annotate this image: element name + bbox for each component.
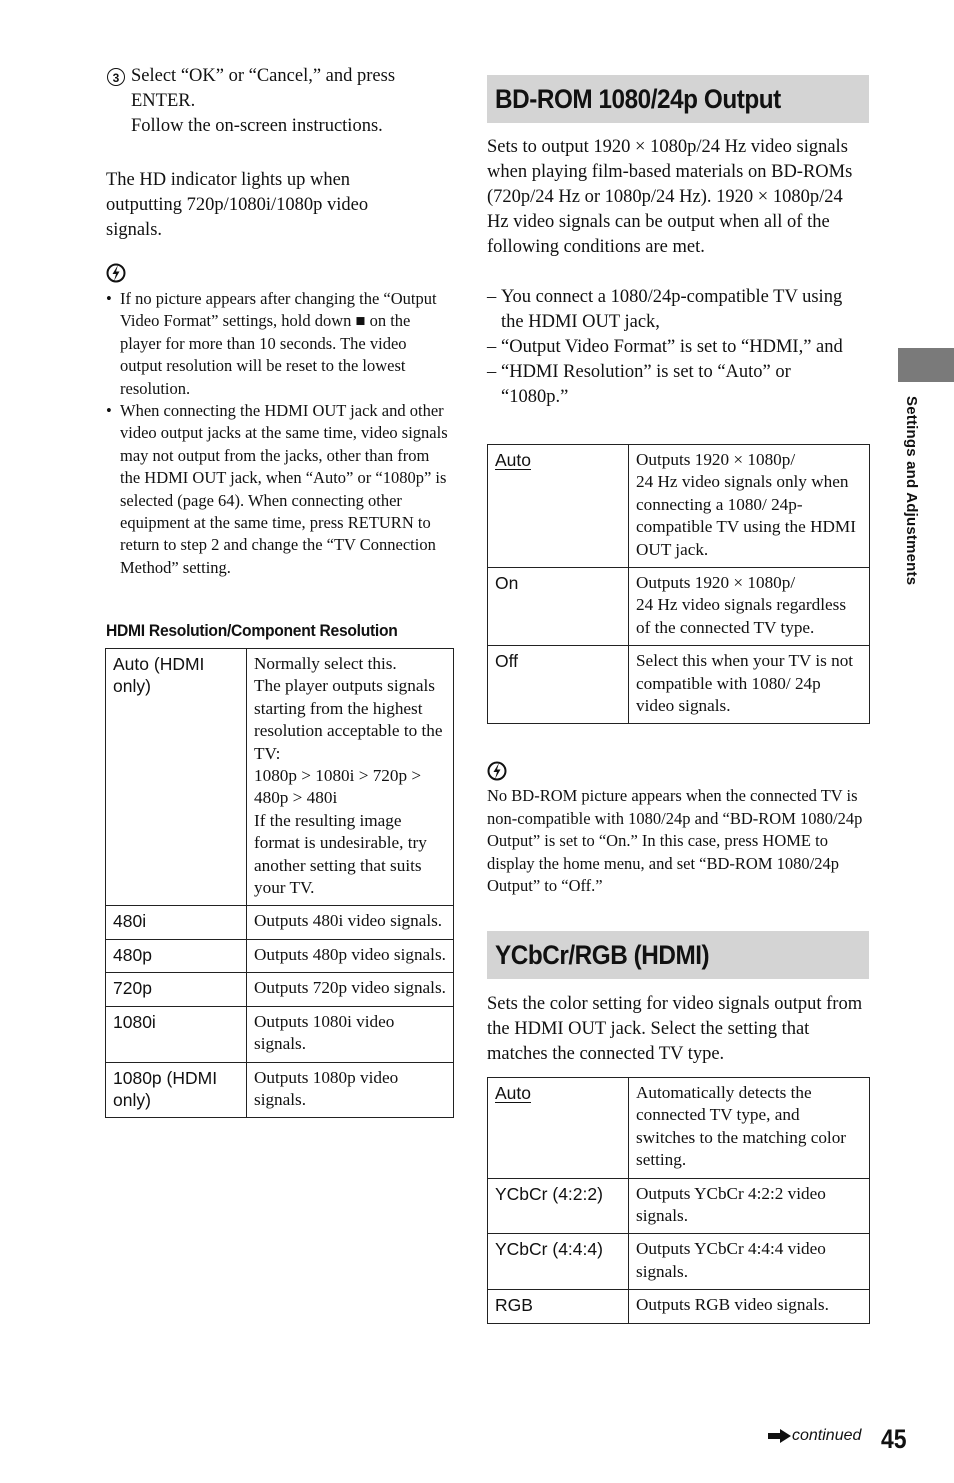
condition-item: – “HDMI Resolution” is set to “Auto” or “1080p.” [487,360,859,410]
step-number: 3 [107,68,125,86]
section-banner-ycbcr [487,931,869,979]
option-name: Auto [488,445,629,568]
bdrom-options-table [487,444,870,724]
table-title: HDMI Resolution/Component Resolution [106,621,398,640]
table-row [106,649,454,906]
ycbcr-intro: Sets the color setting for video signals output from the HDMI OUT jack. Select the setting that matches the connected TV type. [487,994,863,1064]
table-row [106,1062,454,1118]
table-row [488,1178,870,1234]
option-name: 1080i [106,1006,247,1062]
option-description: Outputs 720p video signals. [247,973,454,1006]
bdrom-intro: Sets to output 1920 × 1080p/24 Hz video signals when playing film-based materials on BD-ROMs (720p/24 Hz or 1080p/24 Hz). 1920 × 1080p/24 Hz video signals can be output when all of the following conditions are met. [487,137,853,257]
option-name: Auto (HDMI only) [106,649,247,906]
option-name: 720p [106,973,247,1006]
option-description: Outputs YCbCr 4:2:2 video signals. [629,1178,870,1234]
step-instruction: Select “OK” or “Cancel,” and press ENTER. [131,66,396,111]
option-name: YCbCr (4:2:2) [488,1178,629,1234]
option-description: Outputs 1080i video signals. [247,1006,454,1062]
option-name: RGB [488,1290,629,1323]
option-description: Select this when your TV is not compatible with 1080/ 24p video signals. [629,646,870,724]
notes-list [106,288,450,579]
table-row [488,646,870,724]
option-description: Outputs 480p video signals. [247,939,454,972]
option-description: Outputs 480i video signals. [247,906,454,939]
table-row [488,445,870,568]
hdmi-resolution-table [105,648,454,1118]
option-description: Outputs 1080p video signals. [247,1062,454,1118]
option-name: Off [488,646,629,724]
continued-indicator [768,1427,861,1445]
step-followup: Follow the on-screen instructions. [131,116,383,136]
table-row [106,1006,454,1062]
option-name: 480i [106,906,247,939]
option-description: Outputs RGB video signals. [629,1290,870,1323]
option-description: Outputs 1920 × 1080p/ 24 Hz video signals regardless of the connected TV type. [629,568,870,646]
hint-icon [106,262,126,284]
hint-icon [487,760,507,782]
table-row [106,939,454,972]
option-description: Outputs YCbCr 4:4:4 video signals. [629,1234,870,1290]
section-banner-bdrom [487,75,869,123]
option-name: 1080p (HDMI only) [106,1062,247,1118]
side-section-label: Settings and Adjustments [903,396,920,586]
option-name: Auto [488,1078,629,1179]
note-item: • When connecting the HDMI OUT jack and other video output jacks at the same time, video signals may not output from the jacks, other than from the HDMI OUT jack, when “Auto” or “1080p” is selected (page 64). When connecting other equipment at the same time, press RETURN to return to step 2 and change the “TV Connection Method” setting. [106,400,450,579]
ycbcr-options-table [487,1077,870,1324]
table-row [106,906,454,939]
option-description: Normally select this. The player outputs signals starting from the highest resolution acceptable to the TV: 1080p > 1080i > 720p > 480p > 480i If the resulting image format is undesirable, try another setting that suits your TV. [247,649,454,906]
option-description: Outputs 1920 × 1080p/ 24 Hz video signals only when connecting a 1080/ 24p-compatible TV using the HDMI OUT jack. [629,445,870,568]
condition-item: – “Output Video Format” is set to “HDMI,” and [487,335,859,360]
option-name: On [488,568,629,646]
conditions-list [487,285,859,410]
option-name: YCbCr (4:4:4) [488,1234,629,1290]
continued-label: continued [792,1427,862,1444]
table-row [488,1234,870,1290]
condition-item: – You connect a 1080/24p-compatible TV using the HDMI OUT jack, [487,285,859,335]
section-tab-marker [898,348,954,382]
note-item: • If no picture appears after changing the “Output Video Format” settings, hold down ■ on the player for more than 10 seconds. The video output resolution will be reset to the lowest resolution. [106,288,450,400]
page-number: 45 [881,1424,907,1454]
table-row [106,973,454,1006]
hd-indicator-text: The HD indicator lights up when outputting 720p/1080i/1080p video signals. [106,170,369,240]
bdrom-hint-text: No BD-ROM picture appears when the connected TV is non-compatible with 1080/24p and “BD-ROM 1080/24p Output” is set to “On.” In this case, press HOME to display the home menu, and set “BD-ROM 1080/24p Output” to “Off.” [487,786,863,895]
section-heading: YCbCr/RGB (HDMI) [495,939,710,970]
option-description: Automatically detects the connected TV type, and switches to the matching color setting. [629,1078,870,1179]
section-heading: BD-ROM 1080/24p Output [495,83,781,114]
step-3 [107,64,452,139]
table-row [488,568,870,646]
table-row [488,1078,870,1179]
option-name: 480p [106,939,247,972]
table-row [488,1290,870,1323]
arrow-right-icon [768,1429,792,1443]
